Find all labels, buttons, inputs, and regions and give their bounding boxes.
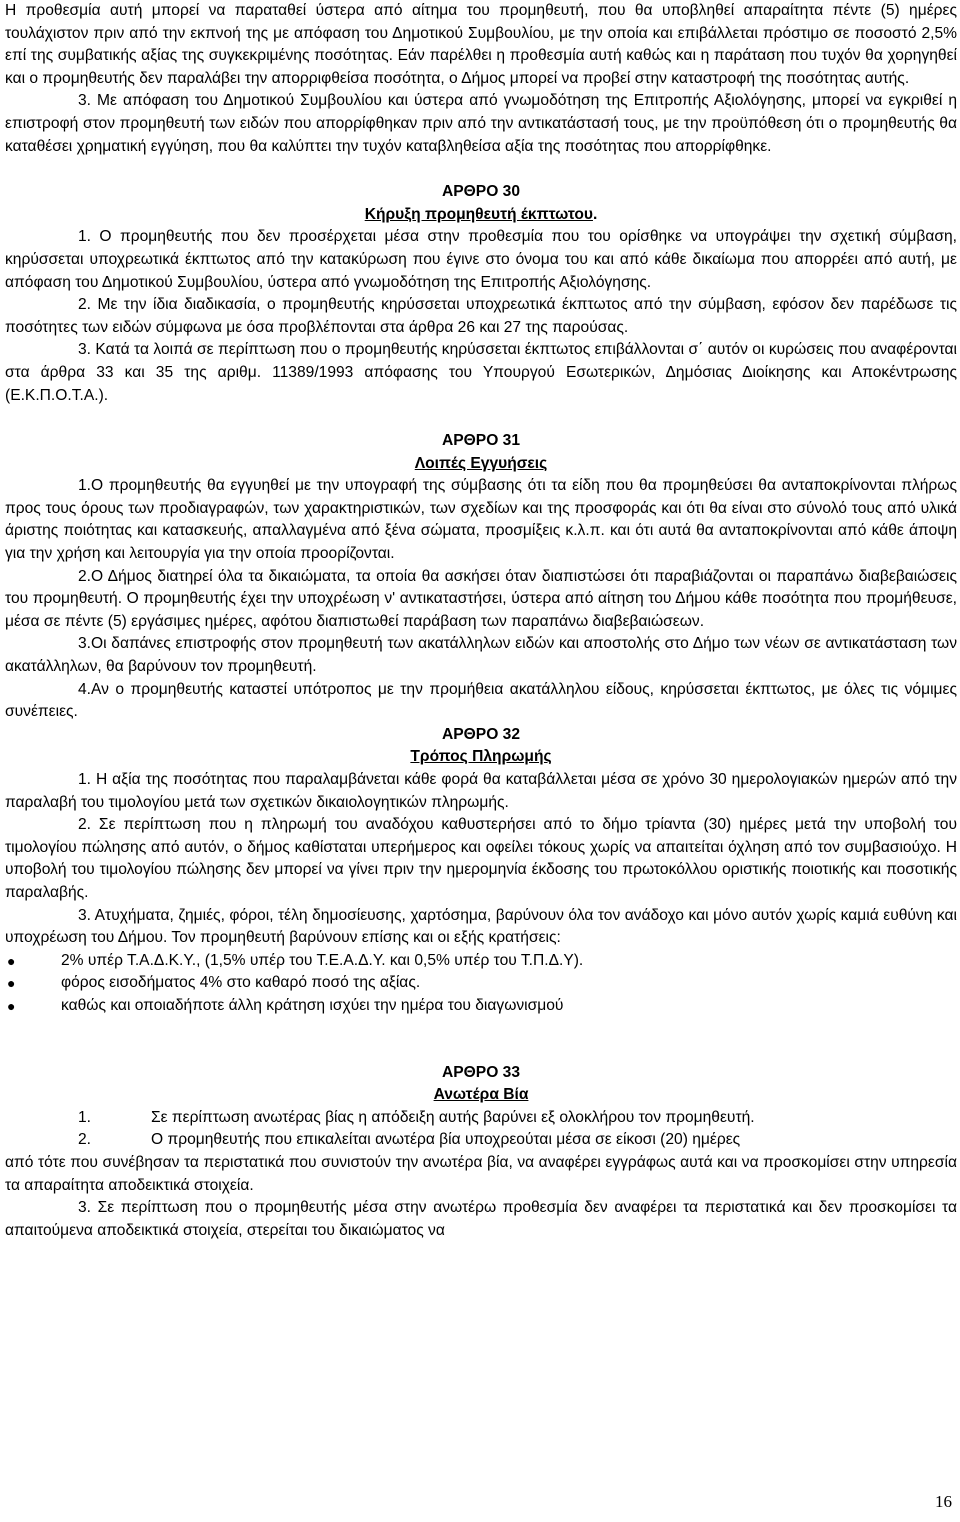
article-30-subtitle-suffix: . [592, 205, 598, 223]
paragraph: 2.Ο Δήμος διατηρεί όλα τα δικαιώματα, τα οποία θα ασκήσει όταν διαπιστώσει ότι παραβιάζονται οι παραπάνω διαβεβαιώσεις του προμηθευτή. Ο προμηθευτής έχει την υποχρέωση ν' αντικαταστήσει, ύστερα από αίτηση του Δήμου κάθε ποσότητα που προμήθευσε, μέσα σε πέντε (5) εργάσιμες ημέρες, αφότου διαπιστωθεί παράβαση των παραπάνω διαβεβαιώσεων. [5, 567, 957, 630]
bullet-icon: ● [7, 975, 16, 992]
deductions-list [5, 950, 957, 1018]
paragraph: 3. Σε περίπτωση που ο προμηθευτής μέσα στην ανωτέρω προθεσμία δεν αναφέρει τα περιστατικά και δεν προσκομίσει τα απαιτούμενα αποδεικτικά στοιχεία, στερείται του δικαιώματος να [5, 1199, 957, 1239]
item-number: 2. [78, 1131, 92, 1149]
list-item-text: 2% υπέρ Τ.Α.Δ.Κ.Υ., (1,5% υπέρ του Τ.Ε.Α.Δ.Υ. και 0,5% υπέρ του Τ.Π.Δ.Υ). [61, 951, 584, 969]
article-32-subtitle [5, 746, 957, 769]
article-33-subtitle-text: Ανωτέρα Βία [433, 1086, 529, 1104]
item-text: Σε περίπτωση ανωτέρας βίας η απόδειξη αυτής βαρύνει εξ ολοκλήρου τον προμηθευτή. [151, 1108, 755, 1126]
spacer [5, 407, 957, 430]
article-31-subtitle-text: Λοιπές Εγγυήσεις [414, 454, 548, 472]
item-text: Ο προμηθευτής που επικαλείται ανωτέρα βία υποχρεούται μέσα σε είκοσι (20) ημέρες [151, 1131, 741, 1149]
list-item [5, 995, 957, 1018]
item-number: 1. [78, 1108, 92, 1126]
list-item-text: καθώς και οποιαδήποτε άλλη κράτηση ισχύει την ημέρα του διαγωνισμού [61, 996, 564, 1014]
spacer [5, 1018, 957, 1040]
article-30-title: ΑΡΘΡΟ 30 [442, 183, 520, 201]
paragraph: Η προθεσμία αυτή μπορεί να παραταθεί ύστερα από αίτημα του προμηθευτή, που θα υποβληθεί απαραίτητα πέντε (5) ημέρες τουλάχιστον πριν από την εκπνοή της με απόφαση του Δημοτικού Συμβουλίου, με την οποία και επιβάλλεται πρόστιμο σε ποσοστό 2,5% επί της συμβατικής αξίας της συγκεκριμένης ποσότητας. Εάν παρέλθει η προθεσμία αυτή καθώς και η παράταση που τυχόν θα χορηγηθεί και ο προμηθευτής δεν παραλάβει την απορριφθείσα ποσότητα, ο Δήμος μπορεί να προβεί στην καταστροφή της ποσότητας αυτής. [5, 2, 957, 87]
paragraph: 3.Οι δαπάνες επιστροφής στον προμηθευτή των ακατάλληλων ειδών και αποστολής στο Δήμο των νέων σε αντικατάσταση των ακατάλληλων, θα βαρύνουν τον προμηθευτή. [5, 635, 957, 676]
article-30-subtitle-text: Κήρυξη προμηθευτή έκπτωτου [364, 205, 593, 223]
document-page [5, 0, 957, 1242]
spacer [5, 1040, 957, 1062]
paragraph: 3. Κατά τα λοιπά σε περίπτωση που ο προμηθευτής κηρύσσεται έκπτωτος επιβάλλονται σ΄ αυτόν οι κυρώσεις που αναφέρονται στα άρθρα 33 και 35 της αριθμ. 11389/1993 απόφασης του Υπουργού Εσωτερικών, Δημόσιας Διοίκησης και Αποκέντρωσης (Ε.Κ.Π.Ο.Τ.Α.). [5, 341, 957, 404]
article-30-subtitle [5, 204, 957, 227]
paragraph: 2. Σε περίπτωση που η πληρωμή του αναδόχου καθυστερήσει από το δήμο τρίαντα (30) ημέρες μετά την υποβολή του τιμολογίου πώλησης από αυτόν, ο δήμος καθίσταται υπερήμερος και οφείλει τόκους χωρίς να απαιτείται όχληση από τον συμβασιούχο. Η υποβολή του τιμολογίου πώλησης δεν μπορεί να γίνει πριν την ημερομηνία έκδοσης του πρωτοκόλλου οριστικής ποιοτικής και ποσοτικής παραλαβής. [5, 816, 957, 901]
paragraph: 3. Ατυχήματα, ζημιές, φόροι, τέλη δημοσίευσης, χαρτόσημα, βαρύνουν όλα τον ανάδοχο και μόνο αυτόν χωρίς καμιά ευθύνη και υποχρέωση του Δήμου. Τον προμηθευτή βαρύνουν επίσης και οι εξής κρατήσεις: [5, 906, 957, 947]
paragraph: 2. Με την ίδια διαδικασία, ο προμηθευτής κηρύσσεται υποχρεωτικά έκπτωτος από την σύμβαση, εφόσον δεν παρέδωσε τις ποσότητες των ειδών σύμφωνα με όσα προβλέπονται στα άρθρα 26 και 27 της παρούσας. [5, 296, 957, 336]
page-number: 16 [935, 1492, 952, 1511]
numbered-item [5, 1107, 957, 1130]
bullet-icon: ● [7, 997, 16, 1014]
article-33-title: ΑΡΘΡΟ 33 [442, 1063, 520, 1081]
article-32-subtitle-text: Τρόπος Πληρωμής [410, 748, 552, 766]
article-32-title: ΑΡΘΡΟ 32 [442, 725, 520, 743]
article-31-title: ΑΡΘΡΟ 31 [442, 432, 520, 450]
list-item [5, 950, 957, 973]
article-33-subtitle [5, 1084, 957, 1107]
paragraph: 1.Ο προμηθευτής θα εγγυηθεί με την υπογραφή της σύμβασης ότι τα είδη που θα προμηθεύσει θα ανταποκρίνονται πλήρως προς τους όρους των προδιαγραφών, των χαρακτηριστικών, των σχεδίων και της προσφοράς και ότι θα είναι στο σύνολό τους από υλικά άριστης ποιότητας και κατασκευής, απαλλαγμένα από ξένα σώματα, προσμίξεις κ.λ.π. και ότι αυτά θα ανταποκρίνονται από κάθε άποψη για την χρήση και λειτουργία για την οποία προορίζονται. [5, 477, 957, 563]
numbered-item [5, 1129, 957, 1152]
paragraph: 4.Αν ο προμηθευτής καταστεί υπότροπος με την προμήθεια ακατάλληλου είδους, κηρύσσεται έκπτωτος, με όλες τις νόμιμες συνέπειες. [5, 680, 957, 721]
list-item [5, 972, 957, 995]
paragraph: 1. Ο προμηθευτής που δεν προσέρχεται μέσα στην προθεσμία που του ορίσθηκε να υπογράψει την σχετική σύμβαση, κηρύσσεται υποχρεωτικά έκπτωτος από την κατακύρωση που έγινε στο όνομα του και από κάθε δικαίωμα που απορρέει από αυτή, με απόφαση του Δημοτικού Συμβουλίου, ύστερα από γνωμοδότηση της Επιτροπής Αξιολόγησης. [5, 228, 957, 291]
article-31-subtitle [5, 453, 957, 476]
bullet-icon: ● [7, 952, 16, 969]
paragraph: 3. Με απόφαση του Δημοτικού Συμβουλίου και ύστερα από γνωμοδότηση της Επιτροπής Αξιολόγησης, μπορεί να εγκριθεί η επιστροφή στον προμηθευτή των ειδών που απορρίφθηκαν πριν από την αντικατάστασή τους, με την προϋπόθεση ότι ο προμηθευτής θα καταθέσει χρηματική εγγύηση, που θα καλύπτει την τυχόν καταβληθείσα αξία της ποσότητας που απορρίφθηκε. [5, 92, 957, 155]
paragraph: 1. Η αξία της ποσότητας που παραλαμβάνεται κάθε φορά θα καταβάλλεται μέσα σε χρόνο 30 ημερολογιακών ημερών από την παραλαβή του τιμολογίου μετά των σχετικών δικαιολογητικών πληρωμής. [5, 771, 957, 811]
paragraph: από τότε που συνέβησαν τα περιστατικά που συνιστούν την ανωτέρα βία, να αναφέρει εγγράφως αυτά και να προσκομίσει στην υπηρεσία τα απαραίτητα αποδεικτικά στοιχεία. [5, 1153, 957, 1194]
spacer [5, 158, 957, 181]
list-item-text: φόρος εισοδήματος 4% στο καθαρό ποσό της αξίας. [61, 974, 421, 992]
